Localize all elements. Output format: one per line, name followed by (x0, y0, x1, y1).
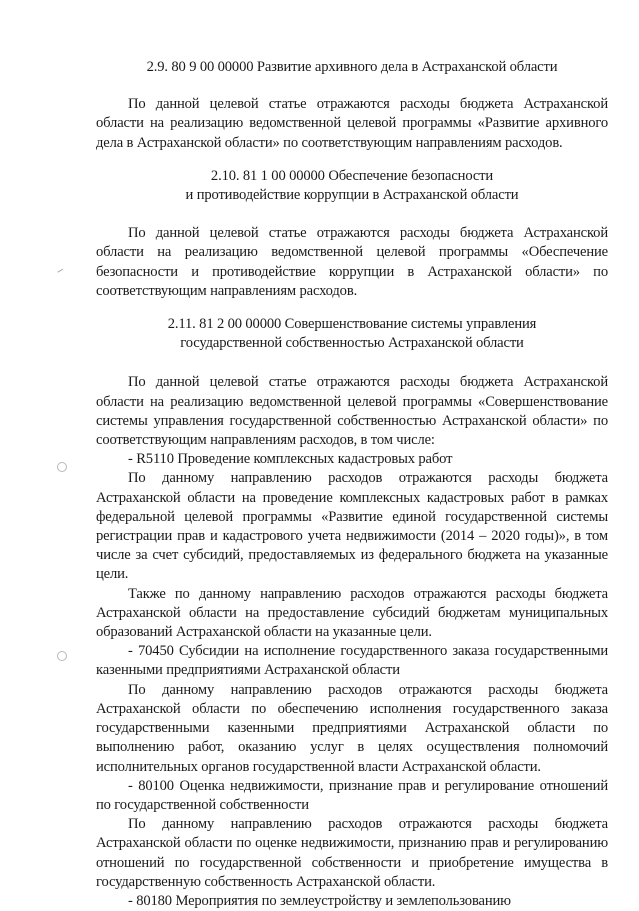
paragraph: По данной целевой статье отражаются расходы бюджета Астраханской области на реализацию ведомственной целевой программы «Совершенствование системы управления государственной собственностью Астраханской области» по соответствующим направлениям расходов, в том числе: (96, 374, 608, 449)
paragraph: По данной целевой статье отражаются расходы бюджета Астраханской области на реализацию ведомственной целевой программы «Обеспечение безопасности и противодействие коррупции в Астраханской области» по соответствующим направлениям расходов. (96, 225, 608, 299)
section-heading-2-9 (96, 58, 608, 77)
list-item-80180: - 80180 Мероприятия по землеустройству и землепользованию (128, 892, 511, 909)
binder-hole-lower (57, 651, 67, 661)
paragraph: По данному направлению расходов отражаются расходы бюджета Астраханской области по обеспечению исполнения государственного заказа государственными казенными предприятиями Астраханской области по выполнению работ, оказанию услуг в целях осуществления полномочий исполнительных органов государственной власти Астраханской области. (96, 681, 608, 775)
list-item-70450: - 70450 Субсидии на исполнение государственного заказа государственными казенными предприятиями Астраханской области (96, 643, 608, 679)
paragraph: По данной целевой статье отражаются расходы бюджета Астраханской области на реализацию ведомственной целевой программы «Развитие архивного дела в Астраханской области» по соответствующим направлениям расходов. (96, 96, 608, 151)
list-item-r5110: - R5110 Проведение комплексных кадастровых работ (128, 451, 453, 468)
heading-line: 2.10. 81 1 00 00000 Обеспечение безопасности (210, 167, 494, 184)
document-page (96, 58, 608, 911)
heading-line: и противодействие коррупции в Астраханской области (185, 187, 519, 204)
section-heading-2-11 (96, 315, 608, 353)
paragraph: По данному направлению расходов отражаются расходы бюджета Астраханской области по оценке недвижимости, признанию прав и регулированию отношений по государственной собственности и приобретение имущества в государственную собственность Астраханской области. (96, 816, 608, 890)
heading-line: 2.9. 80 9 00 00000 Развитие архивного дела в Астраханской области (146, 59, 558, 75)
binder-hole-upper (57, 462, 67, 472)
section-heading-2-10 (96, 167, 608, 205)
list-item-80100: - 80100 Оценка недвижимости, признание прав и регулирование отношений по государственной собственности (96, 777, 608, 813)
heading-line: 2.11. 81 2 00 00000 Совершенствование системы управления (167, 316, 537, 333)
heading-line: государственной собственностью Астраханской области (180, 335, 524, 352)
scan-speck (57, 269, 64, 275)
paragraph: По данному направлению расходов отражаются расходы бюджета Астраханской области на проведение комплексных кадастровых работ в рамках федеральной целевой программы «Развитие единой государственной системы регистрации прав и кадастрового учета недвижимости (2014 – 2020 годы)», в том числе за счет субсидий, предоставляемых из федерального бюджета на указанные цели. (96, 470, 608, 583)
paragraph: Также по данному направлению расходов отражаются расходы бюджета Астраханской области на предоставление субсидий бюджетам муниципальных образований Астраханской области на указанные цели. (96, 585, 608, 641)
